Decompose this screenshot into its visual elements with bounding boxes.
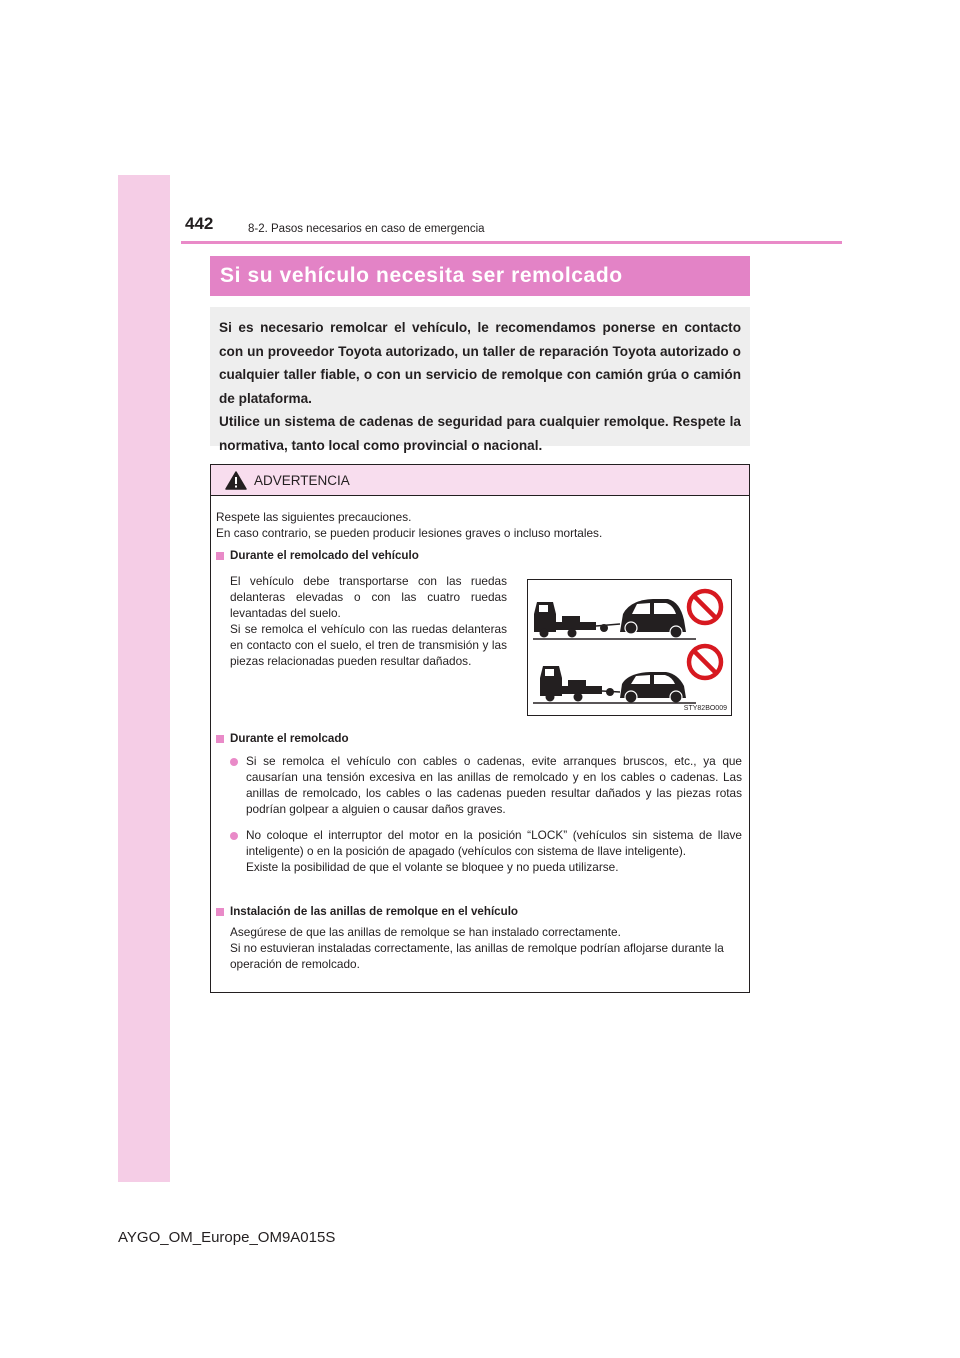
- towing-vehicle-text-2: Si se remolca el vehículo con las ruedas delanteras en contacto con el suelo, el tren de transmisión y las piezas relacionadas pueden resultar dañados.: [230, 622, 507, 668]
- document-code: AYGO_OM_Europe_OM9A015S: [118, 1229, 336, 1246]
- intro-paragraph-1: Si es necesario remolcar el vehículo, le recomendamos ponerse en contacto con un proveedor Toyota autorizado, un taller de reparación Toyota autorizado o cualquier taller fiable, o con un servicio de remolque con camión grúa o camión de plataforma.: [219, 320, 741, 406]
- during-towing-bullet-2-text: No coloque el interruptor del motor en la posición “LOCK” (vehículos sin sistema de llave inteligente) o en la posición de apagado (vehículos con sistema de llave inteligente).: [246, 828, 742, 858]
- section-heading-tow-eyelets-text: Instalación de las anillas de remolque en el vehículo: [230, 905, 519, 918]
- page-number: 442: [185, 214, 214, 233]
- towing-vehicle-text-1: El vehículo debe transportarse con las ruedas delanteras elevadas o con las cuatro ruedas levantadas del suelo.: [230, 574, 507, 620]
- figure-code: STY82BO009: [683, 705, 727, 712]
- tow-eyelets-text-2: Si no estuvieran instaladas correctamente, las anillas de remolque podrían aflojarse durante la operación de remolcado.: [230, 941, 724, 971]
- intro-box: [210, 307, 750, 453]
- warning-box: [210, 464, 750, 993]
- warning-header: [211, 465, 749, 496]
- section-heading-towing-vehicle-text: Durante el remolcado del vehículo: [230, 549, 419, 562]
- section-title: 8-2. Pasos necesarios en caso de emergencia: [248, 223, 485, 235]
- page-title: Si su vehículo necesita ser remolcado: [210, 256, 750, 296]
- warning-title: ADVERTENCIA: [254, 472, 350, 488]
- prohibited-icon: [685, 642, 725, 682]
- warning-intro-line-2: En caso contrario, se pueden producir lesiones graves o incluso mortales.: [216, 526, 603, 540]
- warning-triangle-icon: [225, 471, 247, 490]
- square-bullet-icon: [216, 735, 224, 743]
- intro-paragraph-2: Utilice un sistema de cadenas de seguridad para cualquier remolque. Respete la normativa, tanto local como provincial o nacional.: [219, 414, 741, 453]
- towing-illustration: [527, 579, 732, 716]
- section-heading-tow-eyelets: [216, 905, 518, 918]
- section-heading-during-towing: [216, 732, 349, 745]
- tow-eyelets-text: [230, 924, 742, 972]
- side-tab-band: [118, 175, 170, 1182]
- section-heading-towing-vehicle: [216, 549, 419, 562]
- bullet-dot-icon: [230, 832, 238, 840]
- bullet-dot-icon: [230, 758, 238, 766]
- during-towing-bullet-2: [246, 827, 742, 875]
- square-bullet-icon: [216, 552, 224, 560]
- during-towing-bullet-1: Si se remolca el vehículo con cables o cadenas, evite arranques bruscos, etc., ya que causarían una tensión excesiva en las anillas de remolcado y en los cables o cadenas. Las anillas de remolcado, los cables o las cadenas pueden resultar dañados y las piezas rotas podrían golpear a alguien o causar daños graves.: [246, 754, 742, 816]
- during-towing-bullet-2-note: Existe la posibilidad de que el volante se bloquee y no pueda utilizarse.: [246, 860, 619, 874]
- warning-intro-line-1: Respete las siguientes precauciones.: [216, 510, 412, 524]
- section-heading-during-towing-text: Durante el remolcado: [230, 732, 349, 745]
- prohibited-icon: [685, 587, 725, 627]
- header-divider: [181, 241, 842, 244]
- tow-eyelets-text-1: Asegúrese de que las anillas de remolque se han instalado correctamente.: [230, 925, 621, 939]
- warning-intro: [216, 509, 744, 541]
- towing-vehicle-text: [230, 573, 507, 669]
- square-bullet-icon: [216, 908, 224, 916]
